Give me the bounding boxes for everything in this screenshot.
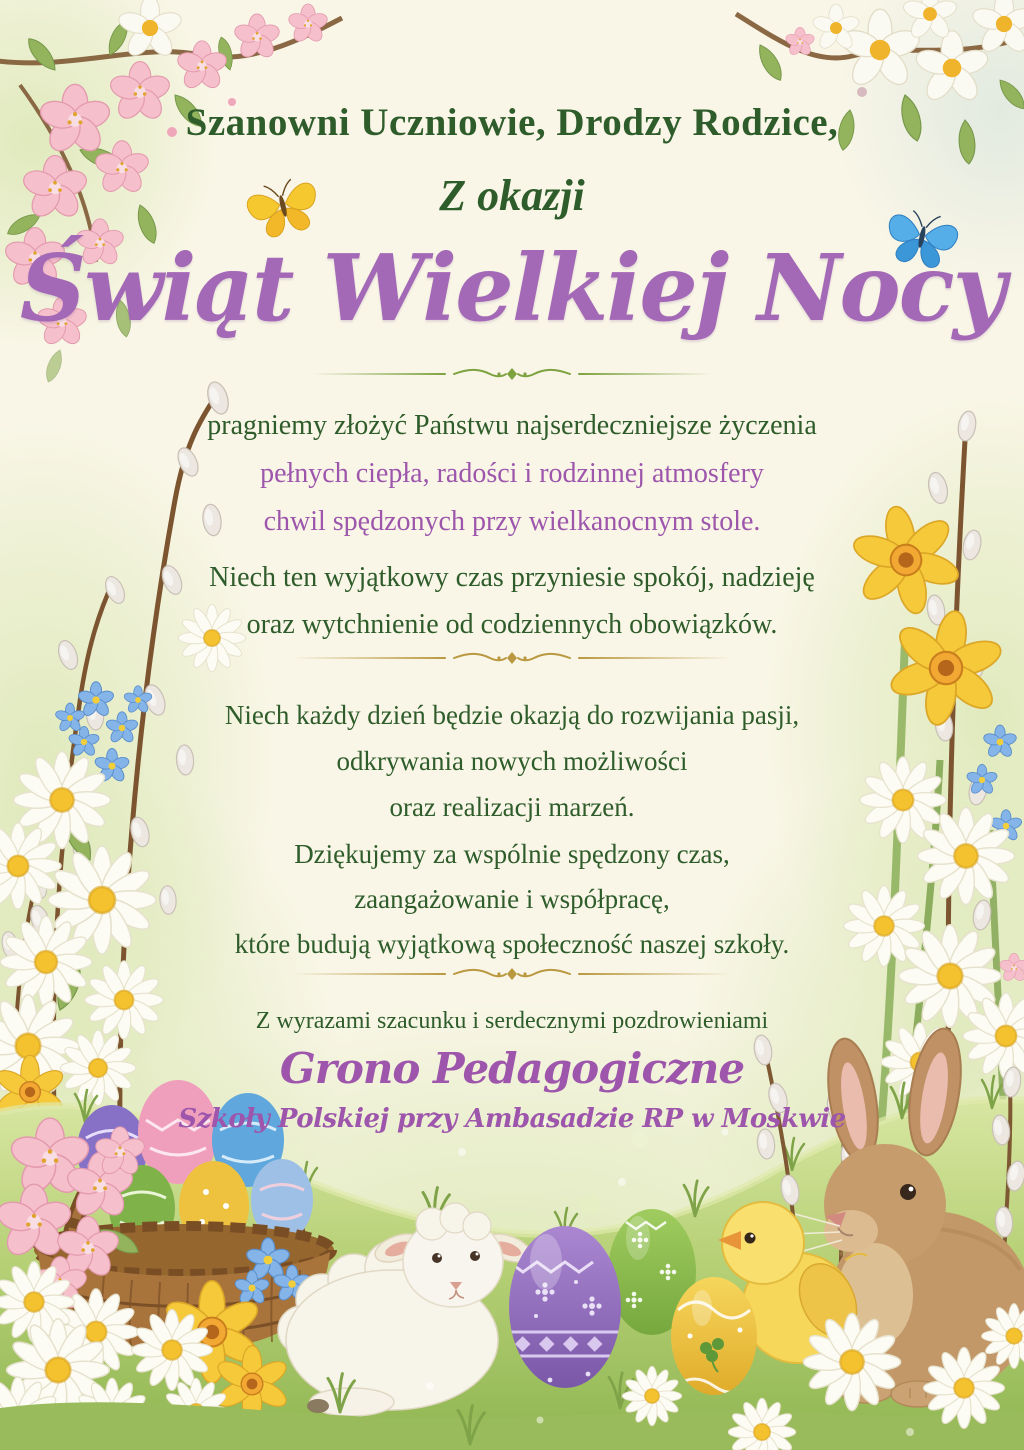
divider-gold-2 — [292, 966, 732, 982]
divider-rule — [578, 973, 732, 976]
signature: Grono Pedagogiczne — [279, 1044, 745, 1093]
card-title: Świąt Wielkiej Nocy — [19, 234, 1005, 342]
divider-rule — [578, 373, 712, 376]
divider-gold-1 — [292, 650, 732, 666]
thanks-paragraph — [0, 832, 1024, 967]
closing-line: Z wyrazami szacunku i serdecznymi pozdrowieniami — [255, 1008, 769, 1034]
divider-rule — [578, 657, 732, 660]
scroll-ornament-icon — [452, 650, 572, 666]
salutation: Szanowni Uczniowie, Drodzy Rodzice, — [185, 101, 839, 144]
wish-line: pragniemy złożyć Państwu najserdeczniejsze życzenia — [207, 410, 817, 441]
wish-line: oraz wytchnienie od codziennych obowiązków. — [246, 609, 778, 640]
wish-line: zaangażowanie i współpracę, — [354, 884, 670, 914]
divider-green — [312, 366, 712, 382]
wish-line: pełnych ciepła, radości i rodzinnej atmosfery — [260, 458, 764, 489]
scroll-ornament-icon — [452, 366, 572, 382]
wish-line: Dziękujemy za wspólnie spędzony czas, — [294, 839, 730, 869]
wish-line: oraz realizacji marzeń. — [389, 792, 635, 822]
signature-subtitle: Szkoły Polskiej przy Ambasadzie RP w Moskwie — [178, 1104, 846, 1134]
wishes-paragraph-3 — [0, 692, 1024, 830]
wish-line: chwil spędzonych przy wielkanocnym stole. — [263, 506, 761, 537]
wishes-paragraph-2 — [0, 554, 1024, 648]
wish-line: które budują wyjątkową społeczność naszej szkoły. — [234, 929, 790, 959]
divider-rule — [312, 373, 446, 376]
divider-rule — [292, 973, 446, 976]
wish-line: odkrywania nowych możliwości — [336, 746, 688, 776]
scroll-ornament-icon — [452, 966, 572, 982]
wishes-paragraph-1 — [0, 402, 1024, 546]
divider-rule — [292, 657, 446, 660]
wish-line: Niech ten wyjątkowy czas przyniesie spokój, nadzieję — [209, 562, 815, 593]
occasion-line: Z okazji — [439, 171, 585, 220]
wish-line: Niech każdy dzień będzie okazją do rozwijania pasji, — [224, 700, 800, 730]
